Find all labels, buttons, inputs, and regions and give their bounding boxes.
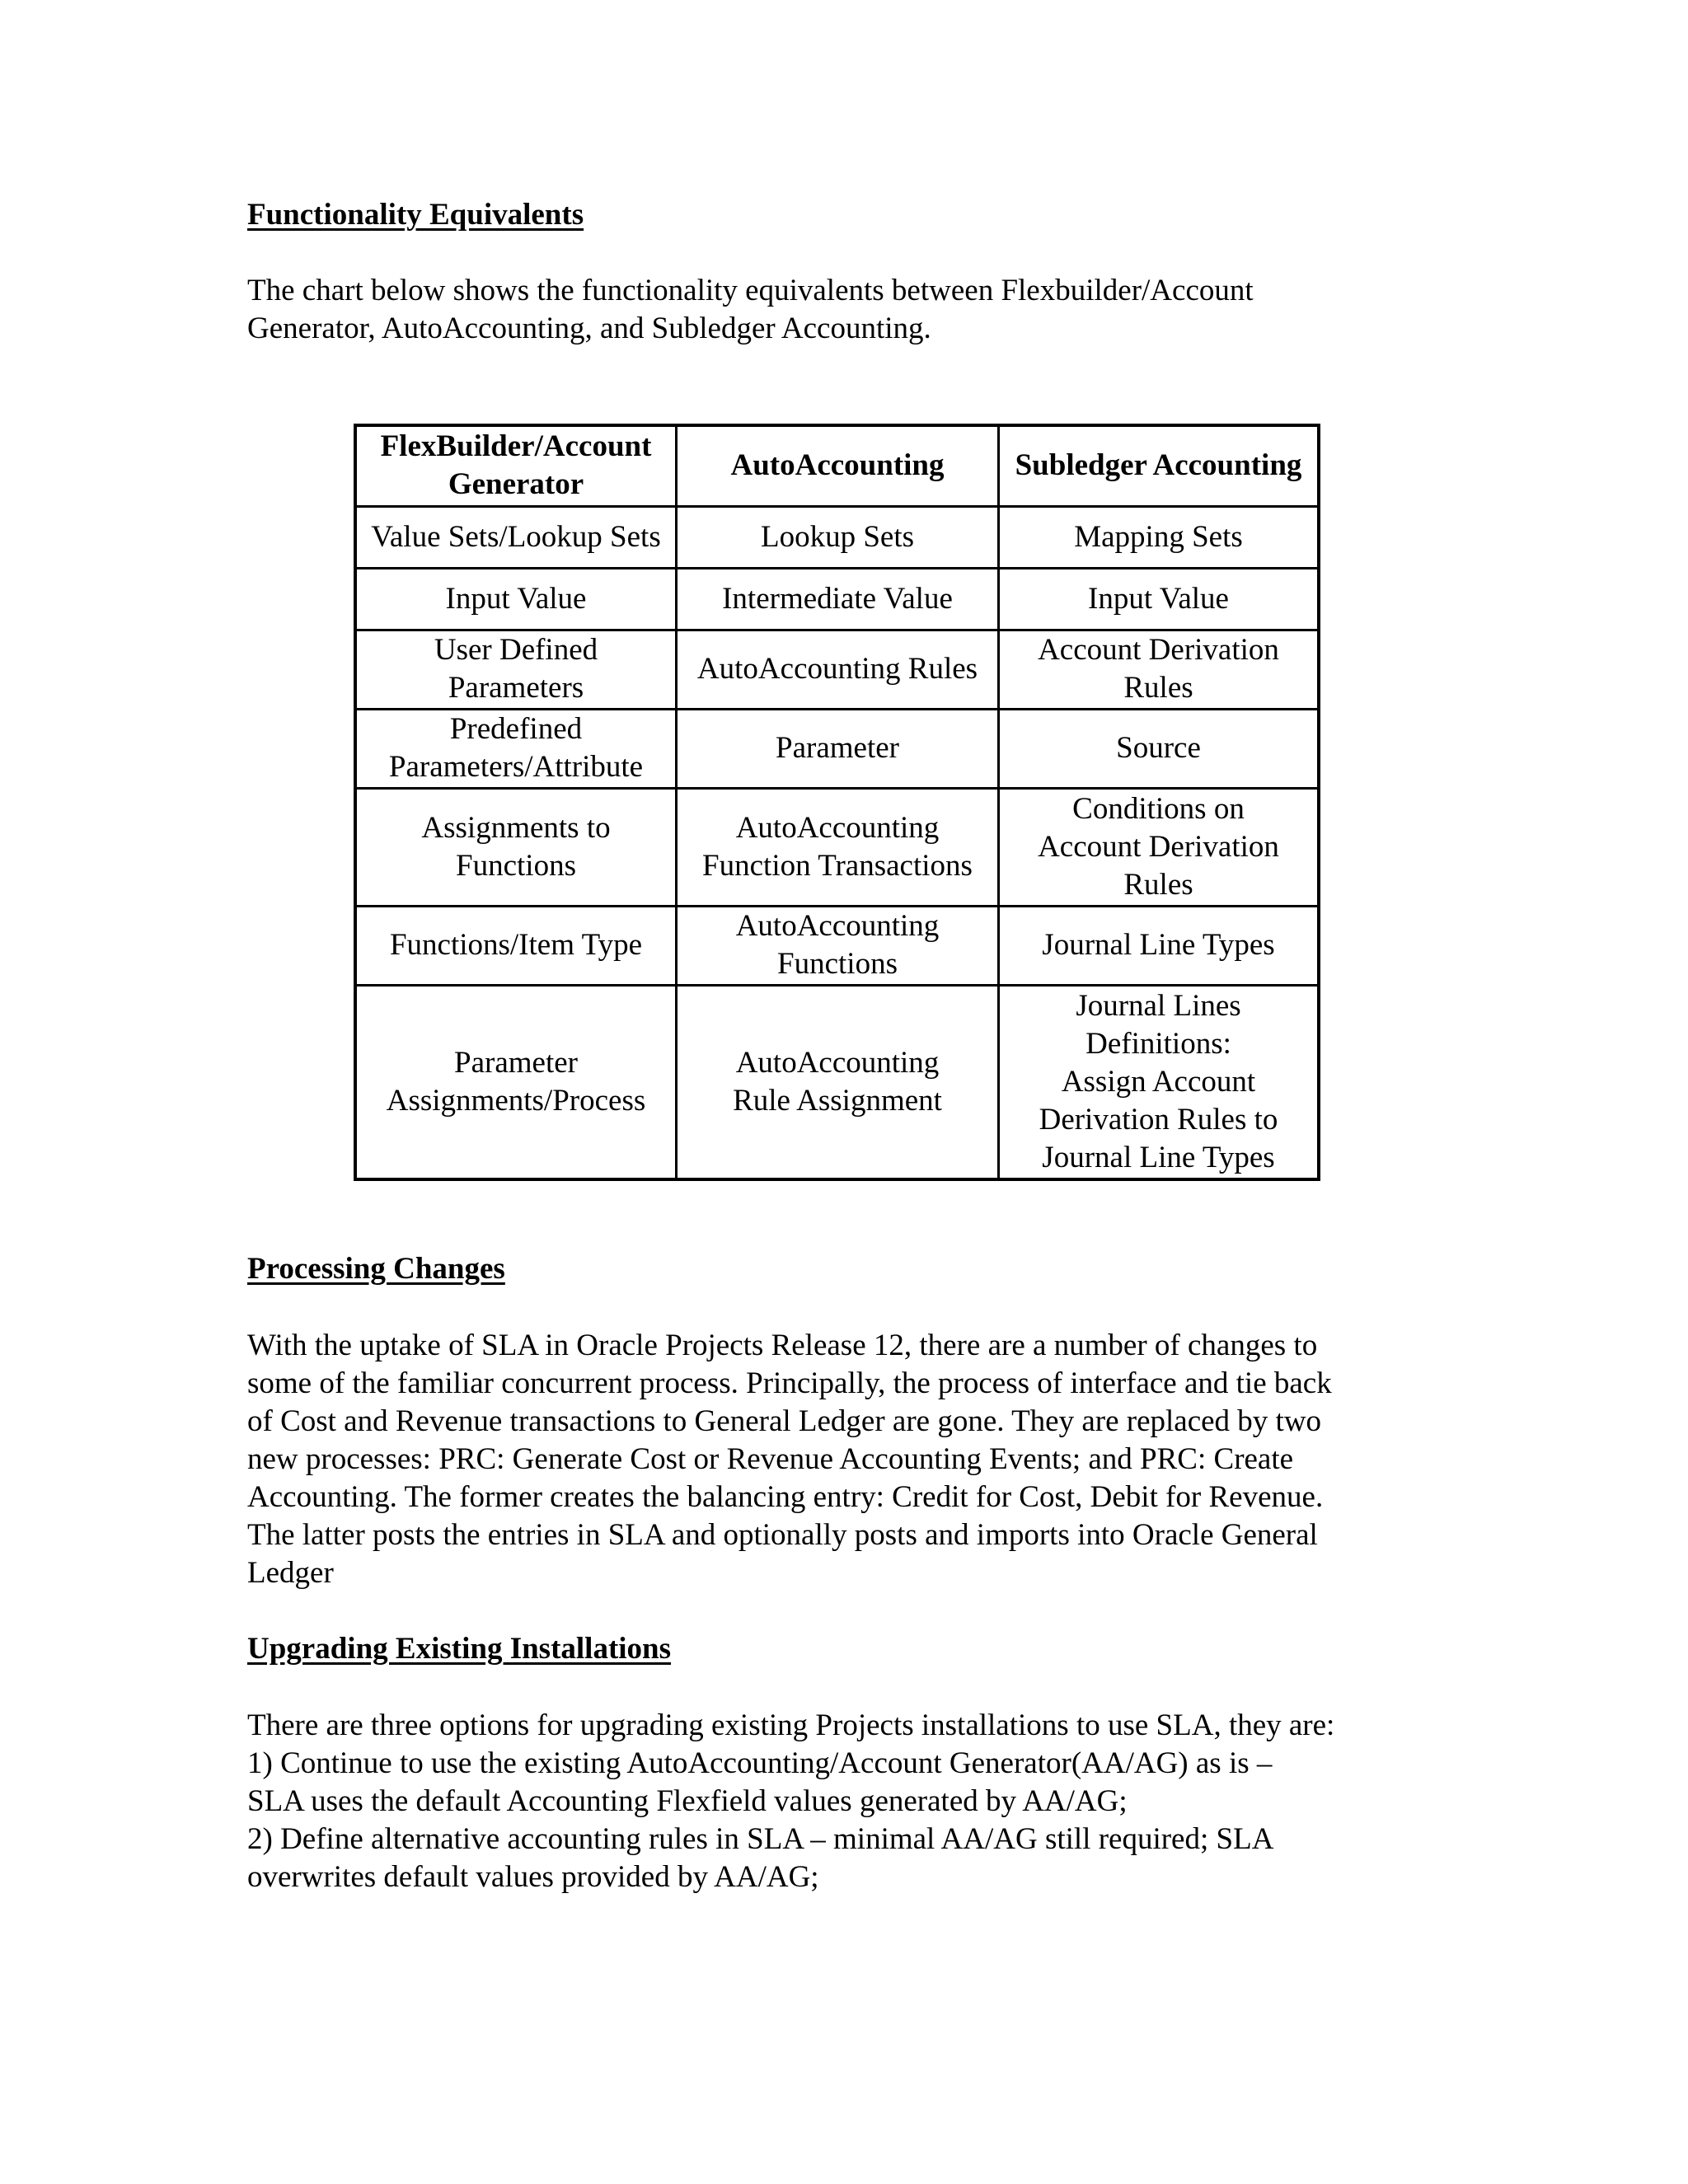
heading-functionality-equivalents: Functionality Equivalents bbox=[247, 198, 584, 232]
table-cell: Parameter bbox=[677, 709, 999, 788]
table-row bbox=[355, 709, 1319, 788]
table-cell: Input Value bbox=[999, 568, 1320, 630]
paragraph-line: 1) Continue to use the existing AutoAccounting/Account Generator(AA/AG) as is – bbox=[247, 1746, 1273, 1780]
paragraph-line: some of the familiar concurrent process. Principally, the process of interface and tie back bbox=[247, 1366, 1332, 1400]
table-cell: Intermediate Value bbox=[677, 568, 999, 630]
table-row bbox=[355, 906, 1319, 985]
paragraph-line: of Cost and Revenue transactions to General Ledger are gone. They are replaced by two bbox=[247, 1404, 1322, 1438]
table-cell: Predefined Parameters/Attribute bbox=[355, 709, 677, 788]
header-subledger-accounting: Subledger Accounting bbox=[999, 425, 1320, 506]
processing-paragraph bbox=[247, 1327, 1451, 1592]
upgrading-paragraph bbox=[247, 1707, 1451, 1896]
table-cell: Functions/Item Type bbox=[355, 906, 677, 985]
paragraph-line: The latter posts the entries in SLA and optionally posts and imports into Oracle General bbox=[247, 1518, 1318, 1552]
paragraph-line: There are three options for upgrading existing Projects installations to use SLA, they are: bbox=[247, 1708, 1335, 1742]
table-cell: Mapping Sets bbox=[999, 506, 1320, 568]
table-cell: Account Derivation Rules bbox=[999, 630, 1320, 709]
table-cell: Conditions on Account Derivation Rules bbox=[999, 788, 1320, 906]
table-cell: AutoAccounting Functions bbox=[677, 906, 999, 985]
table-cell: Lookup Sets bbox=[677, 506, 999, 568]
paragraph-line: With the uptake of SLA in Oracle Projects Release 12, there are a number of changes to bbox=[247, 1329, 1318, 1362]
table-cell: User Defined Parameters bbox=[355, 630, 677, 709]
table-row bbox=[355, 506, 1319, 568]
paragraph-line: Ledger bbox=[247, 1556, 334, 1590]
heading-upgrading-existing-installations: Upgrading Existing Installations bbox=[247, 1632, 672, 1666]
table-cell: Input Value bbox=[355, 568, 677, 630]
table-cell: Assignments to Functions bbox=[355, 788, 677, 906]
heading-processing-changes: Processing Changes bbox=[247, 1252, 505, 1286]
table-header-row bbox=[355, 425, 1319, 506]
table-cell: Value Sets/Lookup Sets bbox=[355, 506, 677, 568]
table-cell: Source bbox=[999, 709, 1320, 788]
table-row bbox=[355, 788, 1319, 906]
table-row bbox=[355, 568, 1319, 630]
paragraph-line: SLA uses the default Accounting Flexfield values generated by AA/AG; bbox=[247, 1784, 1128, 1818]
equivalents-table bbox=[354, 424, 1320, 1181]
header-autoaccounting: AutoAccounting bbox=[677, 425, 999, 506]
paragraph-line: overwrites default values provided by AA/AG; bbox=[247, 1860, 819, 1894]
intro-paragraph bbox=[247, 272, 1451, 348]
header-flexbuilder: FlexBuilder/Account Generator bbox=[355, 425, 677, 506]
intro-line: The chart below shows the functionality equivalents between Flexbuilder/Account bbox=[247, 274, 1254, 307]
paragraph-line: Accounting. The former creates the balancing entry: Credit for Cost, Debit for Revenue. bbox=[247, 1480, 1324, 1514]
intro-line: Generator, AutoAccounting, and Subledger Accounting. bbox=[247, 312, 931, 345]
table-row bbox=[355, 985, 1319, 1179]
table-cell: AutoAccounting Function Transactions bbox=[677, 788, 999, 906]
table-cell: Journal Line Types bbox=[999, 906, 1320, 985]
table-cell: AutoAccounting Rules bbox=[677, 630, 999, 709]
paragraph-line: 2) Define alternative accounting rules in SLA – minimal AA/AG still required; SLA bbox=[247, 1822, 1274, 1856]
table-cell: Journal Lines Definitions: Assign Account Derivation Rules to Journal Line Types bbox=[999, 985, 1320, 1179]
paragraph-line: new processes: PRC: Generate Cost or Revenue Accounting Events; and PRC: Create bbox=[247, 1442, 1294, 1476]
table-cell: Parameter Assignments/Process bbox=[355, 985, 677, 1179]
table-row bbox=[355, 630, 1319, 709]
table-cell: AutoAccounting Rule Assignment bbox=[677, 985, 999, 1179]
